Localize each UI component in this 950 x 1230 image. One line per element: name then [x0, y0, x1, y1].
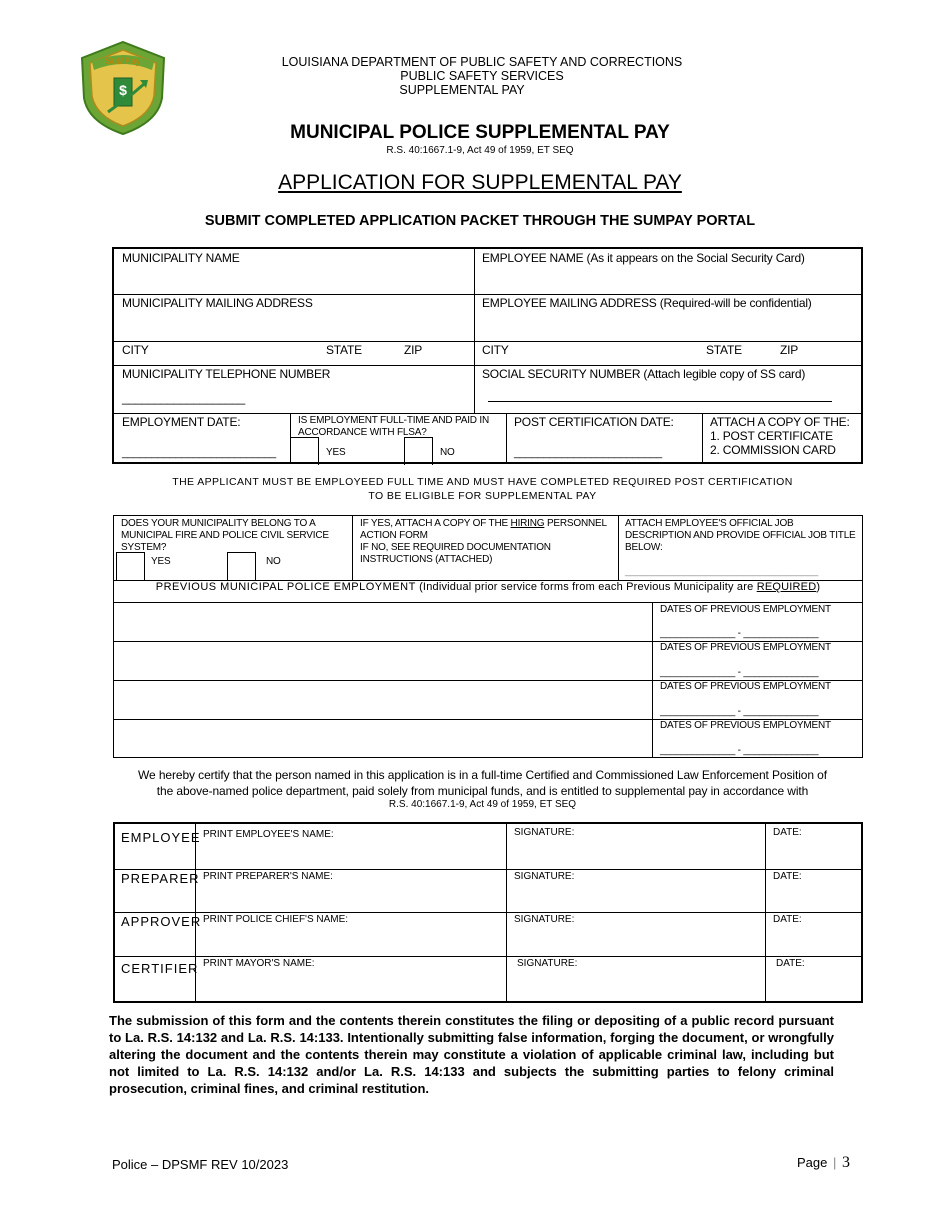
prev-dates-line-2[interactable]: ______________ - ______________ [660, 667, 819, 678]
certification-line-1: We hereby certify that the person named in this application is in a full-time Certified and Commissioned Law Enforcement Position of [138, 768, 827, 782]
role-certifier: CERTIFIER [121, 961, 199, 976]
signature-section [113, 822, 863, 1003]
employee-city-label[interactable]: CITY [482, 343, 509, 357]
logo-text: SuMPay [105, 56, 141, 66]
prev-dates-label-4: DATES OF PREVIOUS EMPLOYMENT [660, 720, 831, 731]
certification-line-2: the above-named police department, paid solely from municipal funds, and is entitled to supplemental pay in accordance with [156, 784, 809, 798]
previous-employer-2[interactable] [114, 642, 651, 679]
employee-signature-field[interactable]: SIGNATURE: [514, 827, 575, 838]
employee-date-field[interactable]: DATE: [773, 827, 802, 838]
prev-dates-line-3[interactable]: ______________ - ______________ [660, 706, 819, 717]
page-number: Page | 3 [797, 1154, 851, 1171]
employment-history-section [113, 515, 863, 758]
approver-signature-field[interactable]: SIGNATURE: [514, 914, 575, 925]
civil-service-no-label: NO [266, 556, 281, 567]
ssn-field[interactable]: SOCIAL SECURITY NUMBER (Attach legible copy of SS card) [482, 367, 806, 381]
certification-statute: R.S. 40:1667.1-9, Act 49 of 1959, ET SEQ [388, 799, 577, 810]
role-approver: APPROVER [121, 914, 202, 929]
fulltime-yes-label: YES [326, 447, 346, 458]
employment-date-field[interactable]: EMPLOYMENT DATE: [122, 415, 241, 429]
approver-name-field[interactable]: PRINT POLICE CHIEF'S NAME: [203, 914, 349, 925]
employee-info-section [112, 247, 863, 464]
program-name: SUPPLEMENTAL PAY [399, 83, 525, 97]
civil-service-no-checkbox[interactable] [227, 552, 256, 581]
form-id: Police – DPSMF REV 10/2023 [112, 1157, 289, 1172]
approver-date-field[interactable]: DATE: [773, 914, 802, 925]
employment-date-line: __________________________ [122, 447, 276, 459]
attach-commission-card: 2. COMMISSION CARD [710, 443, 836, 457]
hiring-instruction: IF YES, ATTACH A COPY OF THE HIRING PERSONNEL ACTION FORM [360, 518, 607, 541]
municipality-mailing-field[interactable]: MUNICIPALITY MAILING ADDRESS [122, 296, 313, 310]
civil-service-question: DOES YOUR MUNICIPALITY BELONG TO A MUNICIPAL FIRE AND POLICE CIVIL SERVICE SYSTEM? [121, 518, 329, 553]
phone-line: ___________________ [122, 391, 246, 405]
civil-service-yes-label: YES [151, 556, 171, 567]
municipality-zip-label[interactable]: ZIP [404, 343, 423, 357]
submit-note: SUBMIT COMPLETED APPLICATION PACKET THROUGH THE SUMPAY PORTAL [204, 213, 756, 229]
certifier-signature-field[interactable]: SIGNATURE: [517, 958, 578, 969]
preparer-name-field[interactable]: PRINT PREPARER'S NAME: [203, 871, 333, 882]
fulltime-yes-checkbox[interactable] [291, 437, 319, 465]
eligibility-notice-2: TO BE ELIGIBLE FOR SUPPLEMENTAL PAY [368, 490, 597, 502]
legal-notice: The submission of this form and the contents therein constitutes the filing or depositing of a public record pursuant to La. R.S. 14:132 and La. R.S. 14:133. Intentionally submitting false information, forging the document, or wrongfully altering the document and the contents therein may constitute a violation of applicable criminal law, including but not limited to La. R.S. 14:132 and/or La. R.S. 14:133 and subjects the submitting parties to felony criminal prosecution, criminal fines, and criminal restitution. [109, 1013, 834, 1096]
preparer-signature-field[interactable]: SIGNATURE: [514, 871, 575, 882]
municipality-city-label[interactable]: CITY [122, 343, 149, 357]
fulltime-no-checkbox[interactable] [404, 437, 433, 465]
post-cert-date-field[interactable]: POST CERTIFICATION DATE: [514, 415, 674, 429]
job-title-line[interactable]: ____________________________________ [625, 566, 819, 577]
job-description-instruction: ATTACH EMPLOYEE'S OFFICIAL JOB DESCRIPTION AND PROVIDE OFFICIAL JOB TITLE BELOW: [625, 518, 856, 553]
logo-dollar: $ [119, 82, 127, 98]
previous-employer-3[interactable] [114, 681, 651, 718]
previous-employer-1[interactable] [114, 603, 651, 640]
application-title: APPLICATION FOR SUPPLEMENTAL PAY [278, 171, 682, 194]
role-employee: EMPLOYEE [121, 830, 201, 845]
municipality-phone-field[interactable]: MUNICIPALITY TELEPHONE NUMBER [122, 367, 331, 381]
hiring-no-instruction: IF NO, SEE REQUIRED DOCUMENTATION INSTRUCTIONS (ATTACHED) [360, 542, 551, 565]
previous-employer-4[interactable] [114, 720, 651, 757]
prev-dates-label-1: DATES OF PREVIOUS EMPLOYMENT [660, 604, 831, 615]
preparer-date-field[interactable]: DATE: [773, 871, 802, 882]
prev-dates-line-4[interactable]: ______________ - ______________ [660, 745, 819, 756]
post-cert-line: _________________________ [514, 447, 662, 459]
eligibility-notice-1: THE APPLICANT MUST BE EMPLOYEED FULL TIME AND MUST HAVE COMPLETED REQUIRED POST CERTIFICATION [172, 476, 793, 488]
ssn-line [488, 401, 832, 402]
dept-name: LOUISIANA DEPARTMENT OF PUBLIC SAFETY AND CORRECTIONS [281, 55, 683, 69]
title-statute: R.S. 40:1667.1-9, Act 49 of 1959, ET SEQ [386, 145, 574, 156]
fulltime-no-label: NO [440, 447, 455, 458]
employee-name-field[interactable]: PRINT EMPLOYEE'S NAME: [203, 829, 334, 840]
employee-zip-label[interactable]: ZIP [780, 343, 799, 357]
municipality-name-field[interactable]: MUNICIPALITY NAME [122, 251, 240, 265]
sumpay-logo [78, 40, 168, 136]
fulltime-question: IS EMPLOYMENT FULL-TIME AND PAID IN ACCORDANCE WITH FLSA? [298, 415, 489, 438]
employee-state-label[interactable]: STATE [706, 343, 742, 357]
prev-dates-label-3: DATES OF PREVIOUS EMPLOYMENT [660, 681, 831, 692]
employee-name-field[interactable]: EMPLOYEE NAME (As it appears on the Social Security Card) [482, 251, 805, 265]
certifier-date-field[interactable]: DATE: [776, 958, 805, 969]
services-name: PUBLIC SAFETY SERVICES [400, 69, 564, 83]
role-preparer: PREPARER [121, 871, 200, 886]
civil-service-yes-checkbox[interactable] [116, 552, 145, 581]
municipality-state-label[interactable]: STATE [326, 343, 362, 357]
certifier-name-field[interactable]: PRINT MAYOR'S NAME: [203, 958, 315, 969]
attach-post-certificate: 1. POST CERTIFICATE [710, 429, 833, 443]
previous-employment-header: PREVIOUS MUNICIPAL POLICE EMPLOYMENT (Individual prior service forms from each Previous Municipality are REQUIRED) [155, 581, 821, 593]
attach-title: ATTACH A COPY OF THE: [710, 415, 850, 429]
page-title: MUNICIPAL POLICE SUPPLEMENTAL PAY [290, 122, 670, 143]
employee-mailing-field[interactable]: EMPLOYEE MAILING ADDRESS (Required-will be confidential) [482, 296, 812, 310]
prev-dates-line-1[interactable]: ______________ - ______________ [660, 628, 819, 639]
prev-dates-label-2: DATES OF PREVIOUS EMPLOYMENT [660, 642, 831, 653]
